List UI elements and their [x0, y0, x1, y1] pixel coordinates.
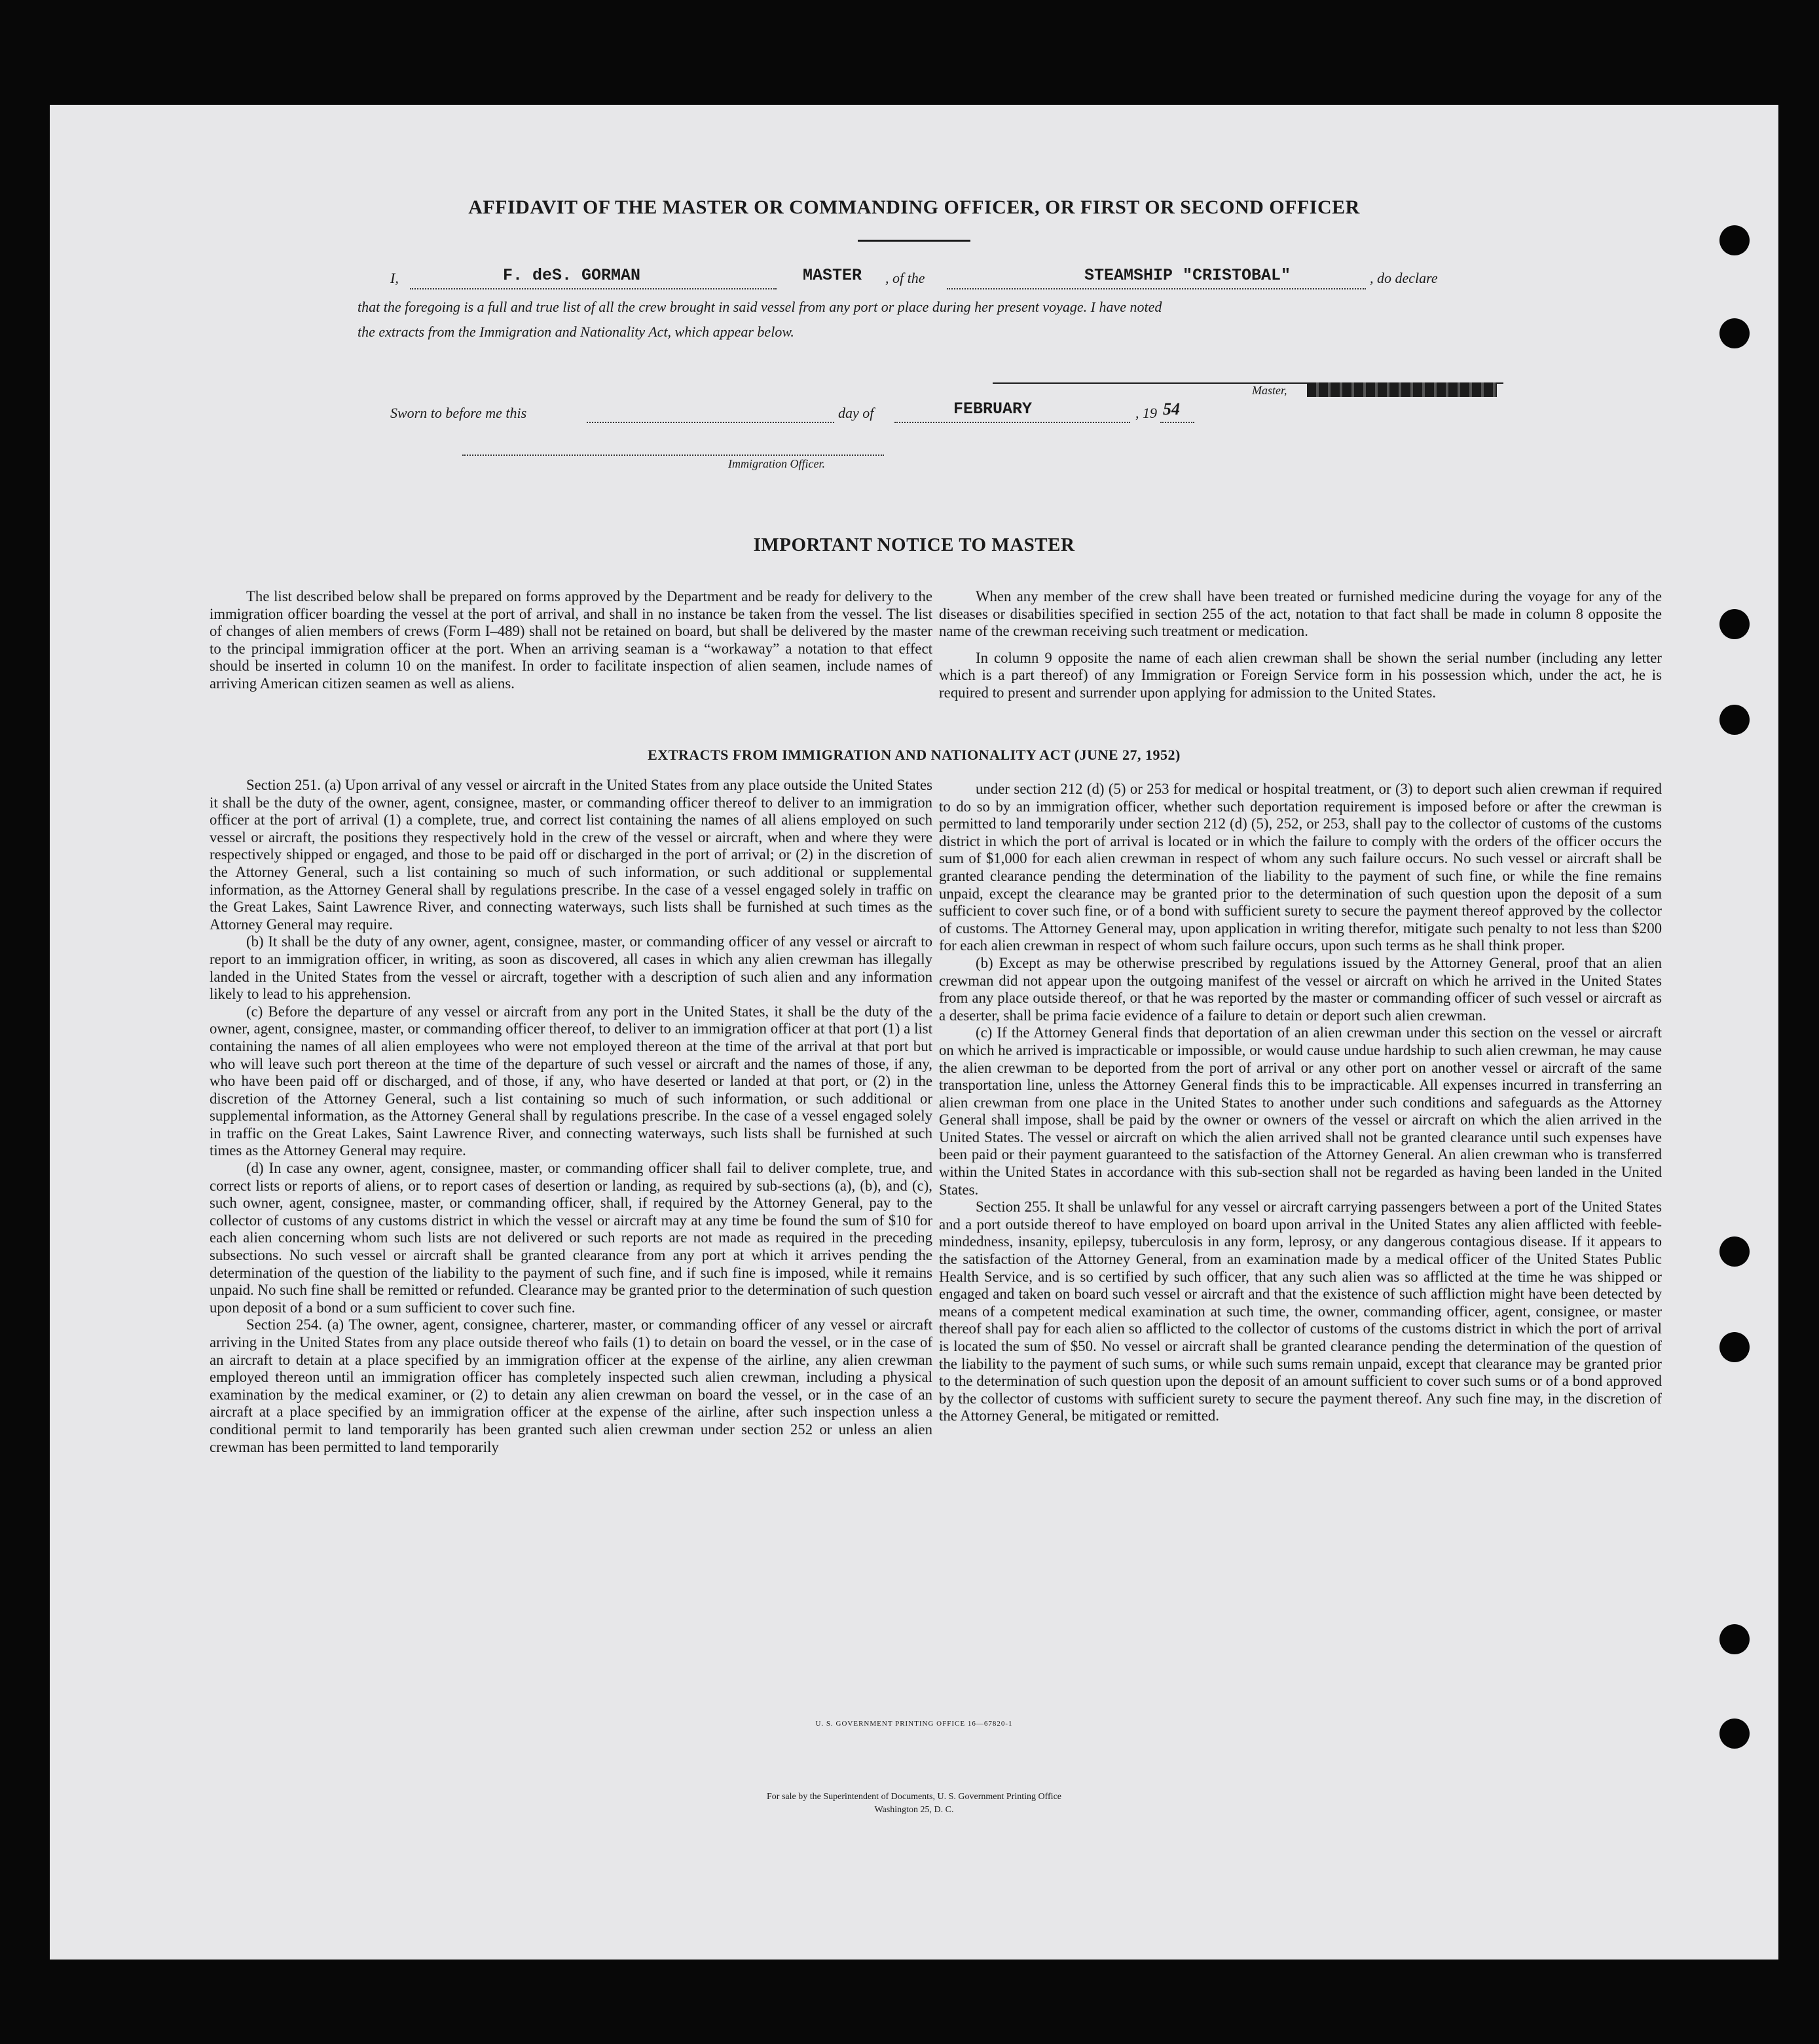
declaration-line-2: that the foregoing is a full and true list of all the crew brought in said vessel from any port or place during her present voyage. I have noted [358, 299, 1162, 315]
document-page [50, 105, 1778, 1960]
of-the-label: , of the [885, 270, 925, 286]
section-251-a: Section 251. (a) Upon arrival of any vessel or aircraft in the United States from any place outside the United States it shall be the duty of the owner, agent, consignee, master, or commanding officer thereof to deliver to an immigration officer at the port of arrival (1) a complete, true, and correct list containing the names of all aliens employed on such vessel or aircraft, the positions they respectively hold in the crew of the vessel or aircraft, when and where they were respectively shipped or engaged, and those to be paid off or discharged in the port of arrival; or (2) in the discretion of the Attorney General, such a list containing so much of such information, or such additional or supplemental information, as the Attorney General shall by regulations prescribe. In the case of a vessel engaged solely in traffic on the Great Lakes, Saint Lawrence River, and connecting waterways, such lists shall be furnished at such times as the Attorney General may require. [210, 777, 932, 933]
day-of-label: day of [838, 405, 874, 421]
declarant-prefix: I, [390, 270, 399, 286]
name-dotted-line [410, 287, 777, 289]
punch-hole [1719, 609, 1750, 639]
declaration-line-3: the extracts from the Immigration and Nationality Act, which appear below. [358, 324, 794, 340]
title-rule [858, 240, 970, 242]
master-name: F. deS. GORMAN [503, 266, 641, 285]
punch-hole [1719, 225, 1750, 255]
section-255: Section 255. It shall be unlawful for any vessel or aircraft carrying passengers between a port of the United States and a port outside thereof to have employed on board upon arrival in the United States any alien afflicted with feeble-mindedness, insanity, epilepsy, tuberculosis in any form, leprosy, or any dangerous contagious disease. If it appears to the satisfaction of the Attorney General, from an examination made by a medical officer of the United States Public Health Service, and is so certified by such officer, that any such alien was so afflicted at the time he was shipped or engaged and taken on board such vessel or aircraft and that the existence of such affliction might have been detected by means of a competent medical examination at such time, the owner, commanding officer, agent, consignee, or master thereof shall pay for each alien so afflicted to the collector of customs of the customs district in which the port of arrival is located the sum of $50. No vessel or aircraft shall be granted clearance pending the determination of the question of the liability to the payment of such sums, or while such sums remain unpaid, except that clearance may be granted prior to the determination of such question upon the deposit of an amount sufficient to cover such sums or of a bond approved by the collector of customs with sufficient surety to secure the payment thereof. Any such fine may, in the discretion of the Attorney General, be mitigated or remitted. [939, 1199, 1662, 1424]
punch-hole [1719, 1332, 1750, 1362]
section-254-a: Section 254. (a) The owner, agent, consignee, charterer, master, or commanding officer of any vessel or aircraft arriving in the United States from any place outside thereof who fails (1) to detain on board the vessel, or in the case of an aircraft to detain at a place specified by an immigration officer at the expense of the airline, any alien crewman employed thereon until an immigration officer has completely inspected such alien crewman, including a physical examination by the medical examiner, or (2) to detain any alien crewman on board the vessel, or in the case of an aircraft at a place specified by an immigration officer at the expense of the airline, after such inspection unless a conditional permit to land temporarily has been granted such alien crewman under section 252 or unless an alien crewman has been permitted to land temporarily [210, 1316, 932, 1455]
sale-line-1: For sale by the Superintendent of Documents, U. S. Government Printing Office [767, 1792, 1061, 1802]
notice-right-paragraph-1: When any member of the crew shall have been treated or furnished medicine during the voyage for any of the diseases or disabilities specified in section 255 of the act, notation to that fact shall be made in column 8 opposite the name of the crewman receiving such treatment or medication. [939, 588, 1662, 640]
officer-signature-line [462, 453, 884, 456]
notice-right-column [939, 588, 1662, 702]
section-254-a-continued: under section 212 (d) (5) or 253 for medical or hospital treatment, or (3) to deport such alien crewman if required to do so by an immigration officer, whether such deportation requirement is imposed before or after the crewman is permitted to land temporarily under section 212 (d) (5), 252, or 253, shall pay to the collector of customs of the customs district in which the port of arrival is located or in which the failure to comply with the orders of the officer occurs the sum of $1,000 for each alien crewman in respect of whom any such failure occurs. No such vessel or aircraft shall be granted clearance pending the determination of the liability to the payment of such fine, or while the fine remains unpaid, except the clearance may be granted prior to the determination of such question upon the deposit of a sum sufficient to cover such fine, or of a bond with sufficient surety to secure the payment thereof approved by the collector of customs. The Attorney General may, upon application in writing therefor, mitigate such penalty to not less than $200 for each alien crewman in respect of whom such failure occurs, upon such terms as he shall think proper. [939, 781, 1662, 954]
month-dotted-line [894, 420, 1130, 423]
redacted-signature [1307, 382, 1497, 397]
section-254-b: (b) Except as may be otherwise prescribed by regulations issued by the Attorney General, proof that an alien crewman did not appear upon the outgoing manifest of the vessel or aircraft on which he arrived in the United States from any place outside thereof, or that he was reported by the master or commanding officer of such vessel or aircraft as a deserter, shall be prima facie evidence of a failure to detain or deport such alien crewman. [939, 954, 1662, 1024]
notice-left-column [210, 588, 932, 693]
declaration-line-1 [390, 265, 1530, 291]
sworn-line [390, 396, 1268, 424]
year-handwritten: 54 [1163, 400, 1180, 418]
punch-hole [1719, 1236, 1750, 1267]
section-251-d: (d) In case any owner, agent, consignee, master, or commanding officer shall fail to deliver complete, true, and correct lists or reports of aliens, or to report cases of desertion or landing, as required by sub-sections (a), (b), and (c), such owner, agent, consignee, master, or commanding officer, shall, if required by the Attorney General, pay to the collector of customs of any customs district in which the vessel or aircraft may at any time be found the sum of $10 for each alien concerning whom such lists are not delivered or such reports are not made as required in the preceding subsections. No such vessel or aircraft shall be granted clearance from any port at which it arrives pending the determination of the question of the liability to the payment of such fine, and if such fine is imposed, while it remains unpaid. No such fine shall be remitted or refunded. Clearance may be granted prior to the determination of such question upon deposit of a bond or a sum sufficient to cover such fine. [210, 1160, 932, 1316]
extracts-right-column [939, 781, 1662, 1425]
notice-left-paragraph: The list described below shall be prepared on forms approved by the Department and be ready for delivery to the immigration officer boarding the vessel at the port of arrival, and shall in no instance be taken from the vessel. The list of changes of alien members of crews (Form I–489) shall not be retained on board, but shall be delivered by the master to the principal immigration officer at the port. When an arriving seaman is a “workaway” a notation to that effect should be inserted in column 10 on the manifest. In order to facilitate inspection of alien seamen, include names of arriving American citizen seamen as well as aliens. [210, 588, 932, 692]
officer-caption: Immigration Officer. [728, 457, 825, 470]
punch-hole [1719, 705, 1750, 735]
affidavit-title: AFFIDAVIT OF THE MASTER OR COMMANDING OFFICER, OR FIRST OR SECOND OFFICER [468, 196, 1360, 218]
sworn-day-dotted-line [587, 420, 834, 423]
sale-line-2: Washington 25, D. C. [874, 1805, 954, 1815]
printing-office-line: U. S. GOVERNMENT PRINTING OFFICE 16—67820-1 [815, 1720, 1013, 1728]
vessel-dotted-line [947, 287, 1366, 289]
notice-right-paragraph-2: In column 9 opposite the name of each alien crewman shall be shown the serial number (including any letter which is a part thereof) of any Immigration or Foreign Service form in his possession which, under the act, he is required to present and surrender upon applying for admission to the United States. [939, 649, 1662, 701]
punch-hole [1719, 318, 1750, 348]
extracts-left-column [210, 777, 932, 1456]
do-declare-label: , do declare [1370, 270, 1438, 286]
extracts-title: EXTRACTS FROM IMMIGRATION AND NATIONALITY ACT (JUNE 27, 1952) [648, 747, 1181, 763]
section-254-c: (c) If the Attorney General finds that deportation of an alien crewman under this section on the vessel or aircraft on which he arrived is impracticable or impossible, or would cause undue hardship to such alien crewman, he may cause the alien crewman to be deported from the port of arrival or any other port on another vessel or aircraft of the same transportation line, unless the Attorney General finds this to be impracticable. All expenses incurred in transferring an alien crewman from one place in the United States to another under such conditions and safeguards as the Attorney General shall impose, shall be paid by the owner or owners of the vessel or aircraft on which the alien arrived in the United States. The vessel or aircraft on which the alien arrived shall not be granted clearance until such expenses have been paid or their payment guaranteed to the satisfaction of the Attorney General. An alien crewman who is transferred within the United States in accordance with this sub-section shall not be regarded as having been landed in the United States. [939, 1024, 1662, 1198]
sworn-label: Sworn to before me this [390, 405, 527, 421]
notice-title: IMPORTANT NOTICE TO MASTER [753, 534, 1075, 555]
rank-value: MASTER [803, 266, 862, 285]
section-251-c: (c) Before the departure of any vessel or aircraft from any port in the United States, it shall be the duty of the owner, agent, consignee, master, or commanding officer thereof, to deliver to an immigration officer at that port (1) a list containing the names of all alien employees who were not employed thereon at the time of the arrival at that port but who will leave such port thereon at the time of the departure of such vessel or aircraft and the names of those, if any, who have been paid off or discharged, and of those, if any, who have deserted or landed at that port, or (2) in the discretion of the Attorney General, such a list containing so much of such information, or such additional or supplemental information, as the Attorney General shall by regulations prescribe. In the case of a vessel engaged solely in traffic on the Great Lakes, Saint Lawrence River, and connecting waterways, such lists shall be furnished at such times as the Attorney General may require. [210, 1003, 932, 1159]
section-251-b: (b) It shall be the duty of any owner, agent, consignee, master, or commanding officer of any vessel or aircraft to report to an immigration officer, in writing, as soon as discovered, all cases in which any alien crewman has illegally landed in the United States from the vessel or aircraft, together with a description of such alien and any information likely to lead to his apprehension. [210, 933, 932, 1003]
year-prefix: , 19 [1135, 405, 1157, 421]
month-value: FEBRUARY [953, 400, 1033, 418]
punch-hole [1719, 1624, 1750, 1654]
vessel-name: STEAMSHIP "CRISTOBAL" [1084, 266, 1291, 285]
master-caption: Master, [1252, 384, 1287, 397]
year-dotted-line [1160, 420, 1194, 423]
